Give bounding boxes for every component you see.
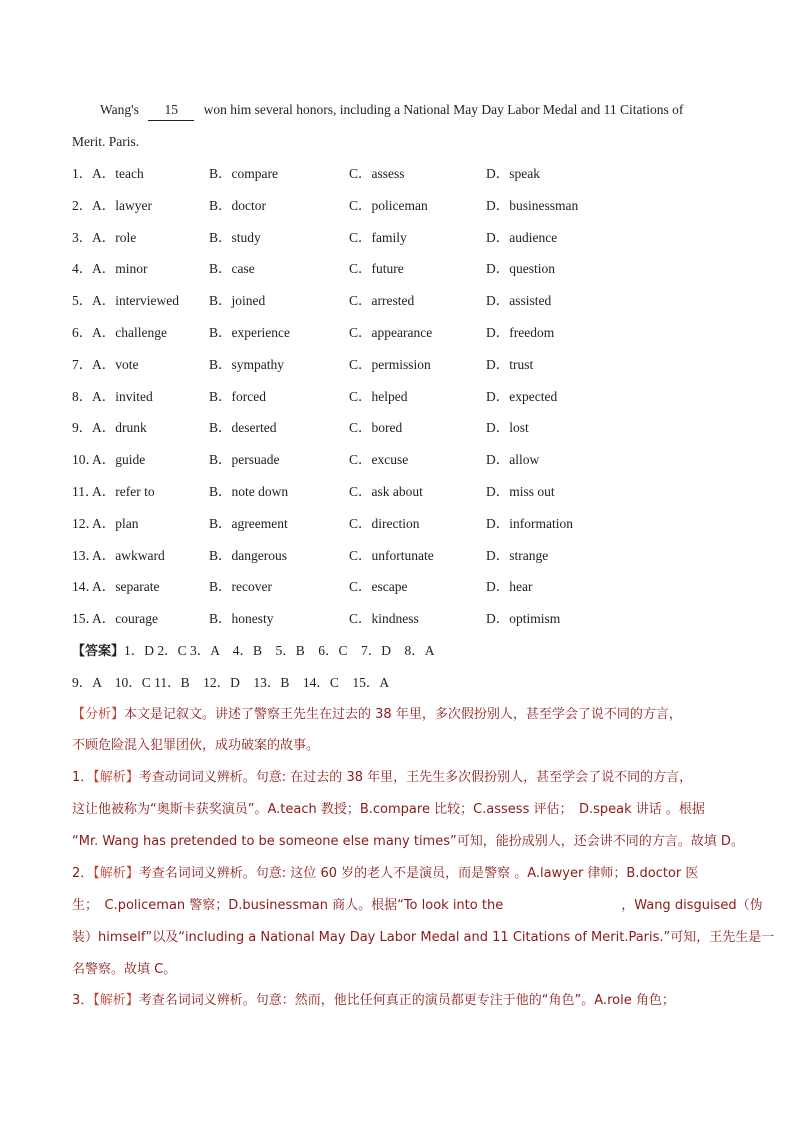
option-c: C．unfortunate	[349, 547, 434, 563]
option-d: D．allow	[486, 452, 540, 468]
option-a: A．guide	[92, 452, 146, 468]
question-number: 15．	[72, 611, 99, 627]
option-b: B．forced	[209, 388, 266, 404]
option-a: A．vote	[92, 356, 139, 372]
option-c: C．helped	[349, 388, 408, 404]
option-c: C．arrested	[349, 293, 415, 309]
question-number: 11．	[72, 484, 99, 499]
option-b: B．agreement	[209, 515, 288, 531]
question-number: 14．	[72, 579, 99, 595]
option-c: C．excuse	[349, 452, 409, 468]
option-a: A．minor	[92, 261, 148, 277]
explain-1-line-3: “Mr. Wang has pretended to be someone else many times”可知，能扮成别人，还会讲不同的方言。故填 D。	[72, 834, 744, 849]
option-a: A．teach	[92, 166, 144, 181]
option-d: D．businessman	[486, 197, 579, 213]
analysis-text-1: 本文是记叙文。讲述了警察王先生在过去的 38 年里，多次假扮别人，甚至学会了说不同的方言，	[124, 707, 682, 722]
passage-text-pre: Wang's	[100, 102, 139, 117]
option-d: D．assisted	[486, 293, 552, 309]
option-b: B．doctor	[209, 197, 266, 213]
explain-3-line-1	[72, 991, 728, 1011]
answer-line-2: 9．A 10．C 11．B 12．D 13．B 14．C 15．A	[72, 675, 390, 690]
option-c: C．escape	[349, 579, 408, 595]
option-c: C．ask about	[349, 484, 423, 499]
analysis-tag: 【分析】	[72, 707, 125, 722]
explain-2-line-3: 装）himself”以及“including a National May Day Labor Medal and 11 Citations of Merit.Paris.”可知，王先生是一	[72, 930, 775, 945]
question-number: 12．	[72, 515, 99, 531]
option-b: B．study	[209, 229, 261, 245]
question-number: 2．	[72, 197, 93, 213]
option-b: B．experience	[209, 325, 290, 340]
answer-text-1: 1．D 2．C 3．A 4．B 5．B 6．C 7．D 8．A	[124, 643, 435, 658]
option-c: C．bored	[349, 420, 403, 436]
option-c: C．appearance	[349, 325, 433, 340]
blank-15: 15	[148, 100, 194, 121]
option-d: D．optimism	[486, 611, 561, 627]
option-b: B．case	[209, 261, 255, 277]
question-number: 3．	[72, 229, 93, 245]
option-b: B．joined	[209, 293, 266, 309]
explain-2-line-2	[72, 896, 763, 916]
explain-2-line-1	[72, 864, 728, 884]
option-c: C．future	[349, 261, 404, 277]
question-number: 8．	[72, 388, 93, 404]
question-number: 5．	[72, 293, 93, 309]
passage-continuation: Merit. Paris.	[72, 134, 140, 149]
question-number: 10．	[72, 452, 99, 468]
option-d: D．trust	[486, 356, 534, 372]
explain-2-text-2a: 生； C.policeman 警察；D.businessman 商人。根据“To look into the	[72, 898, 504, 913]
passage-final-line	[100, 100, 683, 121]
option-b: B．deserted	[209, 420, 277, 436]
option-c: C．family	[349, 229, 407, 245]
explain-1-tag: 【解析】	[93, 770, 139, 785]
option-a: A．awkward	[92, 547, 165, 563]
option-d: D．strange	[486, 547, 549, 563]
question-number: 6．	[72, 325, 93, 340]
answer-line-1	[72, 641, 435, 662]
option-d: D．speak	[486, 166, 540, 181]
explain-3-tag: 【解析】	[93, 993, 139, 1008]
option-c: C．kindness	[349, 611, 419, 627]
explain-2-text-1: 考查名词词义辨析。句意: 这位 60 岁的老人不是演员，而是警察 。A.lawyer 律师；B.doctor 医	[138, 866, 699, 881]
explain-3-text-1: 考查名词词义辨析。句意：然而，他比任何真正的演员都更专注于他的“角色”。A.role 角色；	[138, 993, 675, 1008]
option-d: D．expected	[486, 388, 558, 404]
option-b: B．note down	[209, 484, 289, 499]
option-c: C．policeman	[349, 197, 428, 213]
option-d: D．hear	[486, 579, 533, 595]
answer-tag: 【答案】	[72, 644, 125, 659]
option-a: A．drunk	[92, 420, 147, 436]
option-c: C．permission	[349, 356, 431, 372]
option-a: A．role	[92, 229, 137, 245]
option-d: D．freedom	[486, 325, 555, 340]
option-b: B．sympathy	[209, 356, 285, 372]
option-a: A．plan	[92, 515, 139, 531]
question-number: 9．	[72, 420, 93, 436]
option-b: B．honesty	[209, 611, 274, 627]
option-a: A．challenge	[92, 325, 167, 340]
option-d: D．miss out	[486, 484, 555, 499]
passage-text-post: won him several honors, including a National May Day Labor Medal and 11 Citations of	[203, 102, 684, 117]
analysis-line-2: 不顾危险混入犯罪团伙，成功破案的故事。	[72, 738, 320, 753]
option-d: D．lost	[486, 420, 529, 436]
option-a: A．separate	[92, 579, 160, 595]
option-d: D．audience	[486, 229, 558, 245]
option-c: C．direction	[349, 515, 420, 531]
question-number: 4．	[72, 261, 93, 277]
option-a: A．lawyer	[92, 197, 152, 213]
explain-3-num: 3．	[72, 993, 94, 1008]
option-b: B．persuade	[209, 452, 280, 468]
option-a: A．courage	[92, 611, 158, 627]
question-number: 1．	[72, 166, 93, 181]
option-c: C．assess	[349, 166, 405, 181]
explain-1-text-1: 考查动词词义辨析。句意: 在过去的 38 年里，王先生多次假扮别人，甚至学会了说不同的方言，	[138, 770, 693, 785]
option-b: B．compare	[209, 166, 278, 181]
explain-1-num: 1．	[72, 770, 94, 785]
question-number: 7．	[72, 356, 93, 372]
question-number: 13．	[72, 547, 99, 563]
explain-1-line-1	[72, 768, 728, 788]
option-d: D．information	[486, 515, 573, 531]
option-d: D．question	[486, 261, 555, 277]
option-a: A．refer to	[92, 484, 155, 499]
explain-1-line-2: 这让他被称为“奥斯卡获奖演员”。A.teach 教授；B.compare 比较；C.assess 评估； D.speak 讲话 。根据	[72, 802, 705, 817]
explain-2-num: 2．	[72, 866, 94, 881]
option-a: A．invited	[92, 388, 153, 404]
option-a: A．interviewed	[92, 293, 179, 309]
explain-2-line-4: 名警察。故填 C。	[72, 962, 177, 977]
option-b: B．recover	[209, 579, 272, 595]
analysis-line-1	[72, 705, 728, 725]
option-b: B．dangerous	[209, 547, 287, 563]
explain-2-text-2b: ，Wang disguised（伪	[621, 898, 763, 913]
explain-2-tag: 【解析】	[93, 866, 139, 881]
